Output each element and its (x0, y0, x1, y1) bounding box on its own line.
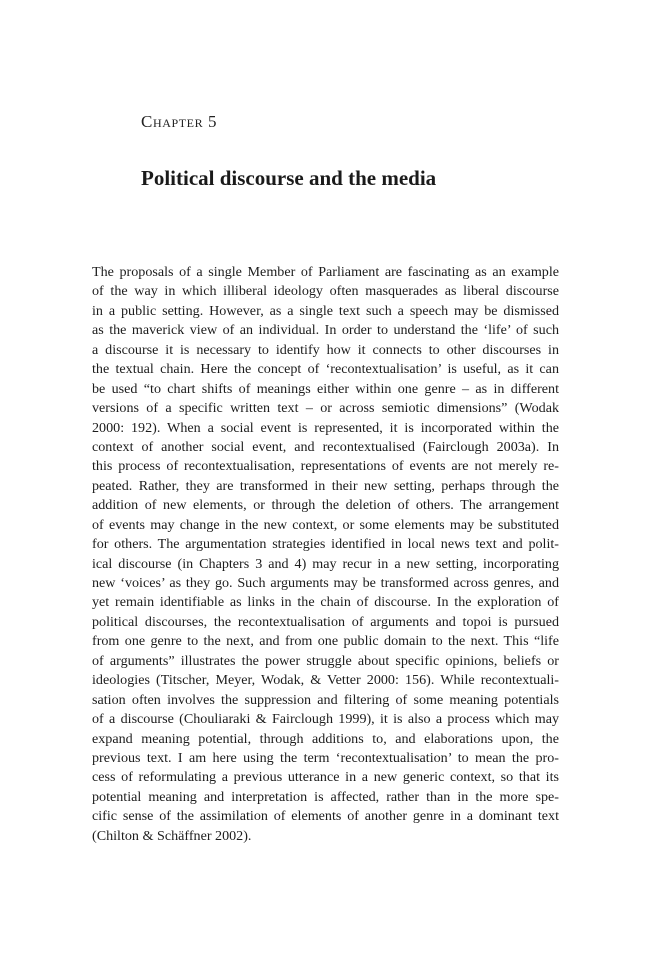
paragraph-line: context of another social event, and recontextualised (Fairclough 2003a). In (92, 438, 559, 455)
chapter-title: Political discourse and the media (141, 166, 437, 190)
paragraph-line: political discourses, the recontextualisation of arguments and topoi is pursued (92, 613, 559, 630)
paragraph-line: for others. The argumentation strategies identified in local news text and polit- (92, 536, 559, 553)
paragraph-line: cess of reformulating a previous utterance in a new generic context, so that its (92, 769, 559, 786)
body-paragraph (92, 263, 559, 846)
paragraph-line: be used “to chart shifts of meanings either within one genre – as in different (92, 380, 559, 397)
paragraph-line: of arguments” illustrates the power struggle about specific opinions, beliefs or (92, 652, 559, 669)
paragraph-line: in a public setting. However, as a single text such a speech may be dismissed (92, 302, 559, 319)
paragraph-line: of events may change in the new context, or some elements may be substituted (92, 516, 559, 533)
paragraph-line: of a discourse (Chouliaraki & Fairclough 1999), it is also a process which may (92, 711, 559, 728)
paragraph-line: new ‘voices’ as they go. Such arguments may be transformed across genres, and (92, 575, 559, 591)
paragraph-line: this process of recontextualisation, representations of events are not merely re- (92, 458, 559, 475)
paragraph-line: yet remain identifiable as links in the chain of discourse. In the exploration of (92, 594, 559, 611)
paragraph-line: (Chilton & Schäffner 2002). (92, 827, 252, 844)
paragraph-line: 2000: 192). When a social event is represented, it is incorporated within the (92, 419, 559, 436)
paragraph-line: ical discourse (in Chapters 3 and 4) may recur in a new setting, incorporating (92, 555, 559, 572)
chapter-label: Chapter 5 (141, 112, 218, 131)
paragraph-line: cific sense of the assimilation of elements of another genre in a dominant text (92, 808, 559, 825)
paragraph-line: as the maverick view of an individual. In order to understand the ‘life’ of such (92, 322, 559, 339)
paragraph-line: the textual chain. Here the concept of ‘recontextualisation’ is useful, as it can (92, 361, 559, 378)
paragraph-line: ideologies (Titscher, Meyer, Wodak, & Vetter 2000: 156). While recontextuali- (92, 672, 559, 689)
paragraph-line: previous text. I am here using the term ‘recontextualisation’ to mean the pro- (92, 749, 559, 766)
paragraph-line: of the way in which illiberal ideology often masquerades as liberal discourse (92, 283, 559, 300)
paragraph-line: The proposals of a single Member of Parliament are fascinating as an example (92, 264, 559, 280)
paragraph-line: addition of new elements, or through the deletion of others. The arrangement (92, 497, 559, 514)
paragraph-line: potential meaning and interpretation is affected, rather than in the more spe- (92, 788, 559, 805)
paragraph-line: sation often involves the suppression and filtering of some meaning potentials (92, 691, 559, 708)
paragraph-line: a discourse it is necessary to identify how it connects to other discourses in (92, 341, 559, 358)
paragraph-line: expand meaning potential, through additions to, and elaborations upon, the (92, 730, 559, 747)
paragraph-line: peated. Rather, they are transformed in their new setting, perhaps through the (92, 477, 559, 494)
paragraph-line: from one genre to the next, and from one public domain to the next. This “life (92, 633, 559, 650)
paragraph-line: versions of a specific written text – or across semiotic dimensions” (Wodak (92, 400, 559, 417)
